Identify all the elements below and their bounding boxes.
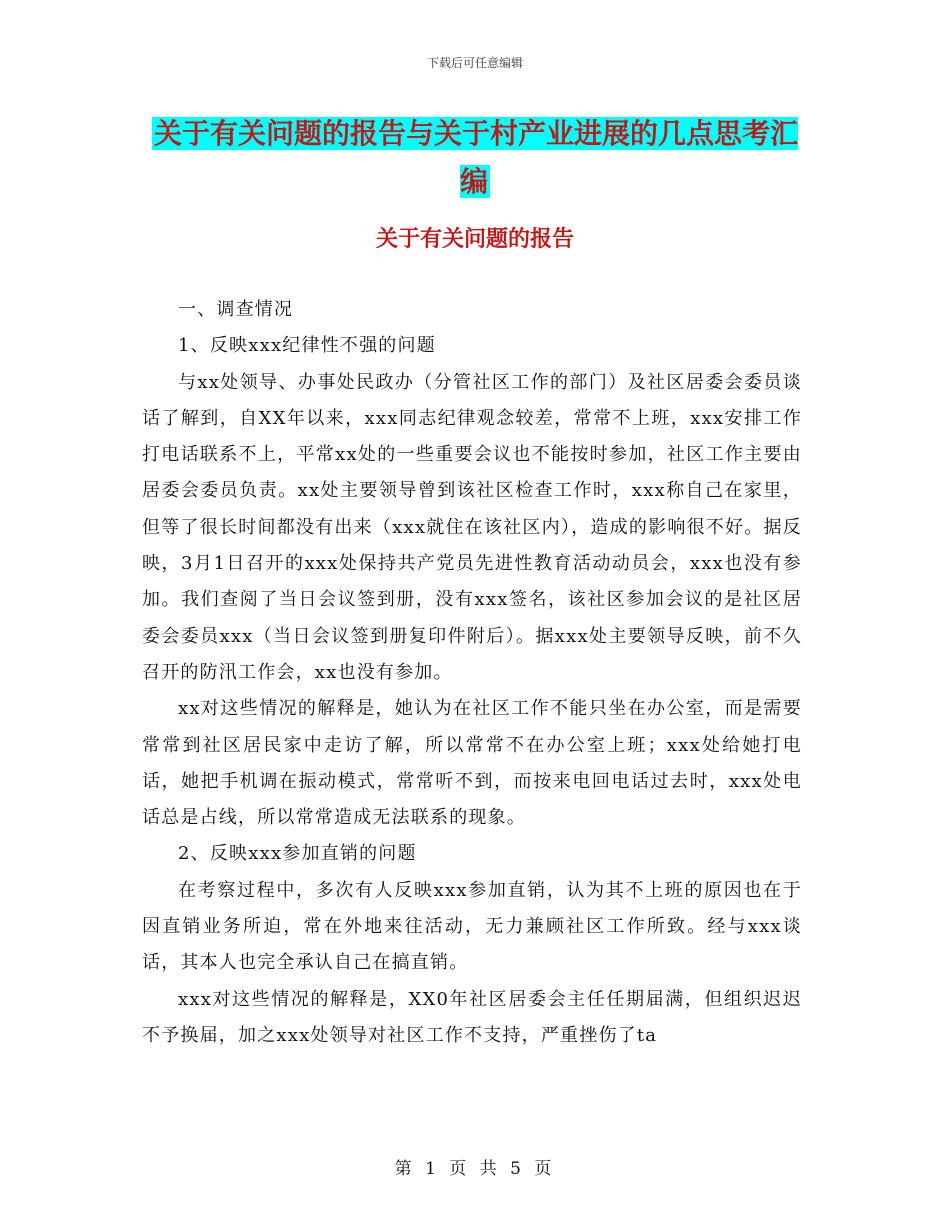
section-title: 关于有关问题的报告 bbox=[375, 227, 574, 252]
document-title-text: 关于有关问题的报告与关于村产业进展的几点思考汇编 bbox=[153, 117, 798, 198]
page-footer: 第 1 页 共 5 页 bbox=[394, 1159, 556, 1179]
paragraph: 与xx处领导、办事处民政办（分管社区工作的部门）及社区居委会委员谈话了解到，自XX年以来，xxx同志纪律观念较差，常常不上班，xxx安排工作打电话联系不上，平常xx处的一些重要会议也不能按时参加，社区工作主要由居委会委员负责。xx处主要领导曾到该社区检查工作时，xxx称自己在家里，但等了很长时间都没有出来（xxx就住在该社区内），造成的影响很不好。据反映，3月1日召开的xxx处保持共产党员先进性教育活动动员会，xxx也没有参加。我们查阅了当日会议签到册，没有xxx签名，该社区参加会议的是社区居委会委员xxx（当日会议签到册复印件附后）。据xxx处主要领导反映，前不久召开的防汛工作会，xx也没有参加。 bbox=[142, 371, 802, 683]
paragraph: xx对这些情况的解释是，她认为在社区工作不能只坐在办公室，而是需要常常到社区居民家中走访了解，所以常常不在办公室上班；xxx处给她打电话，她把手机调在振动模式，常常听不到，而按来电回电话过去时，xxx处电话总是占线，所以常常造成无法联系的现象。 bbox=[142, 698, 802, 829]
paragraph: 1、反映xxx纪律性不强的问题 bbox=[178, 335, 436, 357]
header-note: 下载后可任意编辑 bbox=[426, 56, 523, 70]
document-body bbox=[142, 292, 802, 1054]
paragraph: 一、调查情况 bbox=[178, 299, 294, 320]
paragraph: 在考察过程中，多次有人反映xxx参加直销，认为其不上班的原因也在于因直销业务所迫，常在外地来往活动，无力兼顾社区工作所致。经与xxx谈话，其本人也完全承认自己在搞直销。 bbox=[142, 879, 802, 974]
paragraph: 2、反映xxx参加直销的问题 bbox=[178, 843, 417, 865]
document-title bbox=[140, 110, 810, 206]
paragraph: xxx对这些情况的解释是，XX0年社区居委会主任任期届满，但组织迟迟不予换届，加之xxx处领导对社区工作不支持，严重挫伤了ta bbox=[142, 988, 802, 1046]
